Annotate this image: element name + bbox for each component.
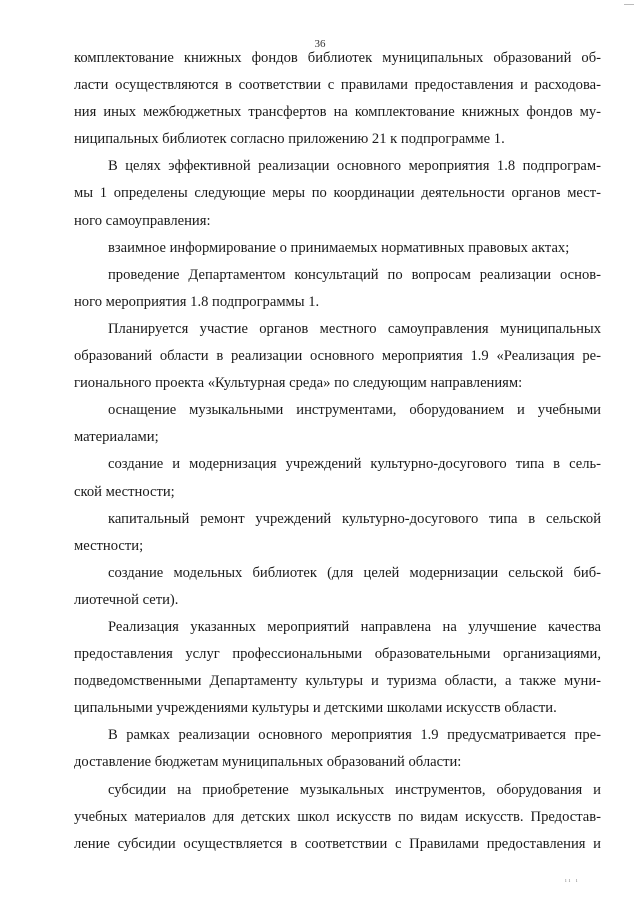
text-line: взаимное информирование о принимаемых нормативных правовых актах; [108,239,570,256]
paragraph [74,614,601,722]
text-line: доставление бюджетам муниципальных образований области: [74,754,462,771]
paragraph [74,397,601,451]
text-line: оснащение музыкальными инструментами, оборудованием и учебными [108,402,601,419]
text-line: комплектование книжных фондов библиотек муниципальных образований об- [74,50,601,66]
text-line: проведение Департаментом консультаций по вопросам реализации основ- [108,266,601,283]
paragraph [74,777,601,858]
text-line: капитальный ремонт учреждений культурно-досугового типа в сельской [108,510,601,527]
scan-corner-mark [624,0,634,5]
paragraph [74,451,601,505]
text-line: мы 1 определены следующие меры по координации деятельности органов мест- [74,185,601,202]
text-line: ципальными учреждениями культуры и детскими школами искусств области. [74,700,557,717]
text-line: ниципальных библиотек согласно приложению 21 к подпрограмме 1. [74,131,505,148]
text-line: В рамках реализации основного мероприятия 1.9 предусматривается пре- [108,727,601,744]
text-line: В целях эффективной реализации основного мероприятия 1.8 подпрограм- [108,158,601,175]
text-line: Реализация указанных мероприятий направлена на улучшение качества [108,618,601,635]
paragraph [74,153,601,234]
text-line: создание и модернизация учреждений культурно-досугового типа в сель- [108,456,601,473]
text-line: ния иных межбюджетных трансфертов на комплектование книжных фондов му- [74,104,601,121]
page-number: 36 [314,38,326,50]
paragraph [74,262,601,316]
paragraph [74,506,601,560]
text-line: ного мероприятия 1.8 подпрограммы 1. [74,293,320,310]
text-line: ление субсидии осуществляется в соответствии с Правилами предоставления и [74,835,601,852]
paragraph [74,316,601,397]
text-line: лиотечной сети). [74,591,179,608]
text-line: подведомственными Департаменту культуры и туризма области, а также муни- [74,673,601,690]
paragraph [74,722,601,776]
text-line: ласти осуществляются в соответствии с правилами предоставления и расходова- [74,77,601,94]
document-body [74,45,601,858]
text-line: материалами; [74,429,159,446]
scan-footer-mark: ıı ı [565,878,580,884]
text-line: учебных материалов для детских школ искусств по видам искусств. Предостав- [74,808,601,825]
text-line: субсидии на приобретение музыкальных инструментов, оборудования и [108,781,601,798]
text-line: местности; [74,537,144,554]
text-line: создание модельных библиотек (для целей модернизации сельской биб- [108,564,601,581]
text-line: гионального проекта «Культурная среда» по следующим направлениям: [74,375,523,392]
text-line: предоставления услуг профессиональными образовательными организациями, [74,646,601,663]
text-line: образований области в реализации основного мероприятия 1.9 «Реализация ре- [74,348,601,365]
paragraph [74,560,601,614]
paragraph [74,235,601,262]
paragraph [74,45,601,153]
text-line: ской местности; [74,483,175,500]
text-line: Планируется участие органов местного самоуправления муниципальных [108,320,601,337]
text-line: ного самоуправления: [74,212,211,229]
